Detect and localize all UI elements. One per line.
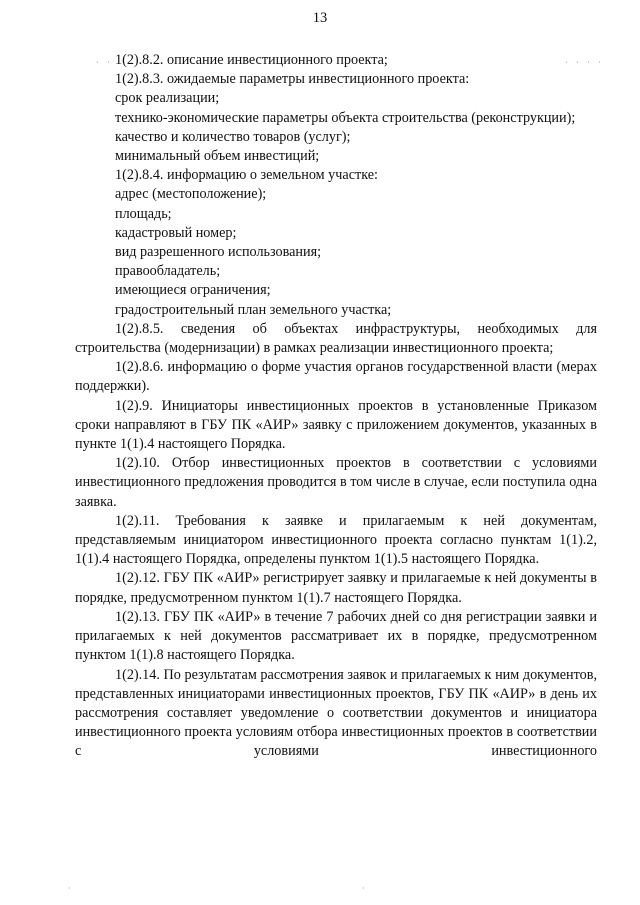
paragraph: 1(2).11. Требования к заявке и прилагаемым к ней документам, представляемым инициатором инвестиционного проекта согласно пунктам 1(1).2, 1(1).4 настоящего Порядка, определены пунктом 1(1).5 настоящего Порядка.	[75, 512, 597, 568]
paragraph: градостроительный план земельного участка;	[115, 301, 392, 318]
paragraph: минимальный объем инвестиций;	[115, 148, 320, 165]
paragraph: 1(2).8.2. описание инвестиционного проекта;	[115, 52, 388, 68]
paragraph: качество и количество товаров (услуг);	[115, 128, 351, 145]
paragraph: 1(2).14. По результатам рассмотрения заявок и прилагаемых к ним документов, представленных инициаторами инвестиционных проектов, ГБУ ПК «АИР» в день их рассмотрения составляет уведомление о соответствии документов и инициатора инвестиционного проекта условиям отбора инвестиционных проектов в соответствии с условиями инвестиционного	[75, 666, 597, 760]
scan-artifact-dots: · · · ·	[565, 58, 604, 67]
paragraph: срок реализации;	[115, 90, 220, 107]
paragraph: 1(2).8.6. информацию о форме участия органов государственной власти (мерах поддержки).	[75, 359, 597, 395]
paragraph: адрес (местоположение);	[115, 186, 267, 203]
paragraph: правообладатель;	[115, 263, 221, 280]
paragraph: 1(2).9. Инициаторы инвестиционных проектов в установленные Приказом сроки направляют в ГБУ ПК «АИР» заявку с приложением документов, указанных в пункте 1(1).4 настоящего Порядка.	[75, 397, 597, 453]
paragraph: кадастровый номер;	[115, 224, 237, 241]
paragraph: 1(2).10. Отбор инвестиционных проектов в соответствии с условиями инвестиционного предложения проводится в том числе в случае, если поступила одна заявка.	[75, 455, 597, 510]
paragraph: технико-экономические параметры объекта строительства (реконструкции);	[115, 109, 576, 126]
paragraph: 1(2).13. ГБУ ПК «АИР» в течение 7 рабочих дней со дня регистрации заявки и прилагаемых к ней документов рассматривает их в порядке, предусмотренном пунктом 1(1).8 настоящего Порядка.	[75, 608, 597, 664]
page-number: 13	[312, 10, 328, 26]
scan-artifact-dots: ·	[68, 884, 74, 893]
paragraph: площадь;	[115, 205, 172, 222]
paragraph: 1(2).8.4. информацию о земельном участке:	[115, 167, 378, 184]
scan-artifact-dots: ·	[362, 884, 368, 893]
paragraph: 1(2).8.5. сведения об объектах инфраструктуры, необходимых для строительства (модернизации) в рамках реализации инвестиционного проекта;	[75, 320, 597, 357]
paragraph: имеющиеся ограничения;	[115, 282, 271, 299]
paragraph: 1(2).12. ГБУ ПК «АИР» регистрирует заявку и прилагаемые к ней документы в порядке, предусмотренном пунктом 1(1).7 настоящего Порядка.	[75, 570, 597, 606]
paragraph: вид разрешенного использования;	[115, 244, 322, 261]
document-body	[75, 51, 597, 762]
paragraph: 1(2).8.3. ожидаемые параметры инвестиционного проекта:	[115, 71, 470, 88]
scan-artifact-dots: · ·	[96, 58, 113, 67]
